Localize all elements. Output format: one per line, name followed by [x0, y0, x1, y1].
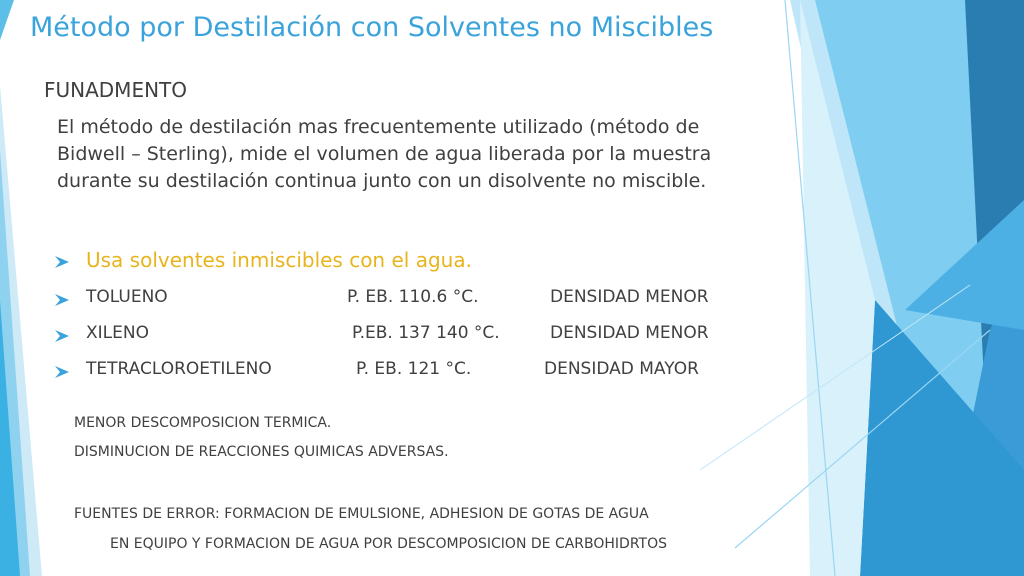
solvent-name: TETRACLOROETILENO [86, 359, 272, 379]
boiling-point: P.EB. 137 140 °C. [352, 323, 500, 343]
note-line: MENOR DESCOMPOSICION TERMICA. [74, 415, 332, 431]
slide-title: Método por Destilación con Solventes no Miscibles [30, 12, 714, 43]
note-line: FUENTES DE ERROR: FORMACION DE EMULSIONE, ADHESION DE GOTAS DE AGUA [74, 506, 649, 522]
arrow-bullet-icon [55, 330, 69, 342]
note-line: EN EQUIPO Y FORMACION DE AGUA POR DESCOMPOSICION DE CARBOHIDRTOS [110, 536, 667, 552]
density: DENSIDAD MAYOR [544, 359, 699, 379]
boiling-point: P. EB. 110.6 °C. [347, 287, 479, 307]
arrow-bullet-icon [55, 256, 69, 268]
bullet-text: Usa solventes inmiscibles con el agua. [86, 248, 472, 272]
section-heading: FUNADMENTO [44, 78, 187, 102]
arrow-bullet-icon [55, 366, 69, 378]
density: DENSIDAD MENOR [550, 287, 709, 307]
density: DENSIDAD MENOR [550, 323, 709, 343]
solvent-name: XILENO [86, 323, 149, 343]
body-paragraph: El método de destilación mas frecuentemente utilizado (método de Bidwell – Sterling), mide el volumen de agua liberada por la muestra durante su destilación continua junto con un disolvente no miscible. [57, 116, 712, 192]
boiling-point: P. EB. 121 °C. [356, 359, 472, 379]
solvent-name: TOLUENO [86, 287, 168, 307]
arrow-bullet-icon [55, 294, 69, 306]
note-line: DISMINUCION DE REACCIONES QUIMICAS ADVERSAS. [74, 444, 449, 460]
